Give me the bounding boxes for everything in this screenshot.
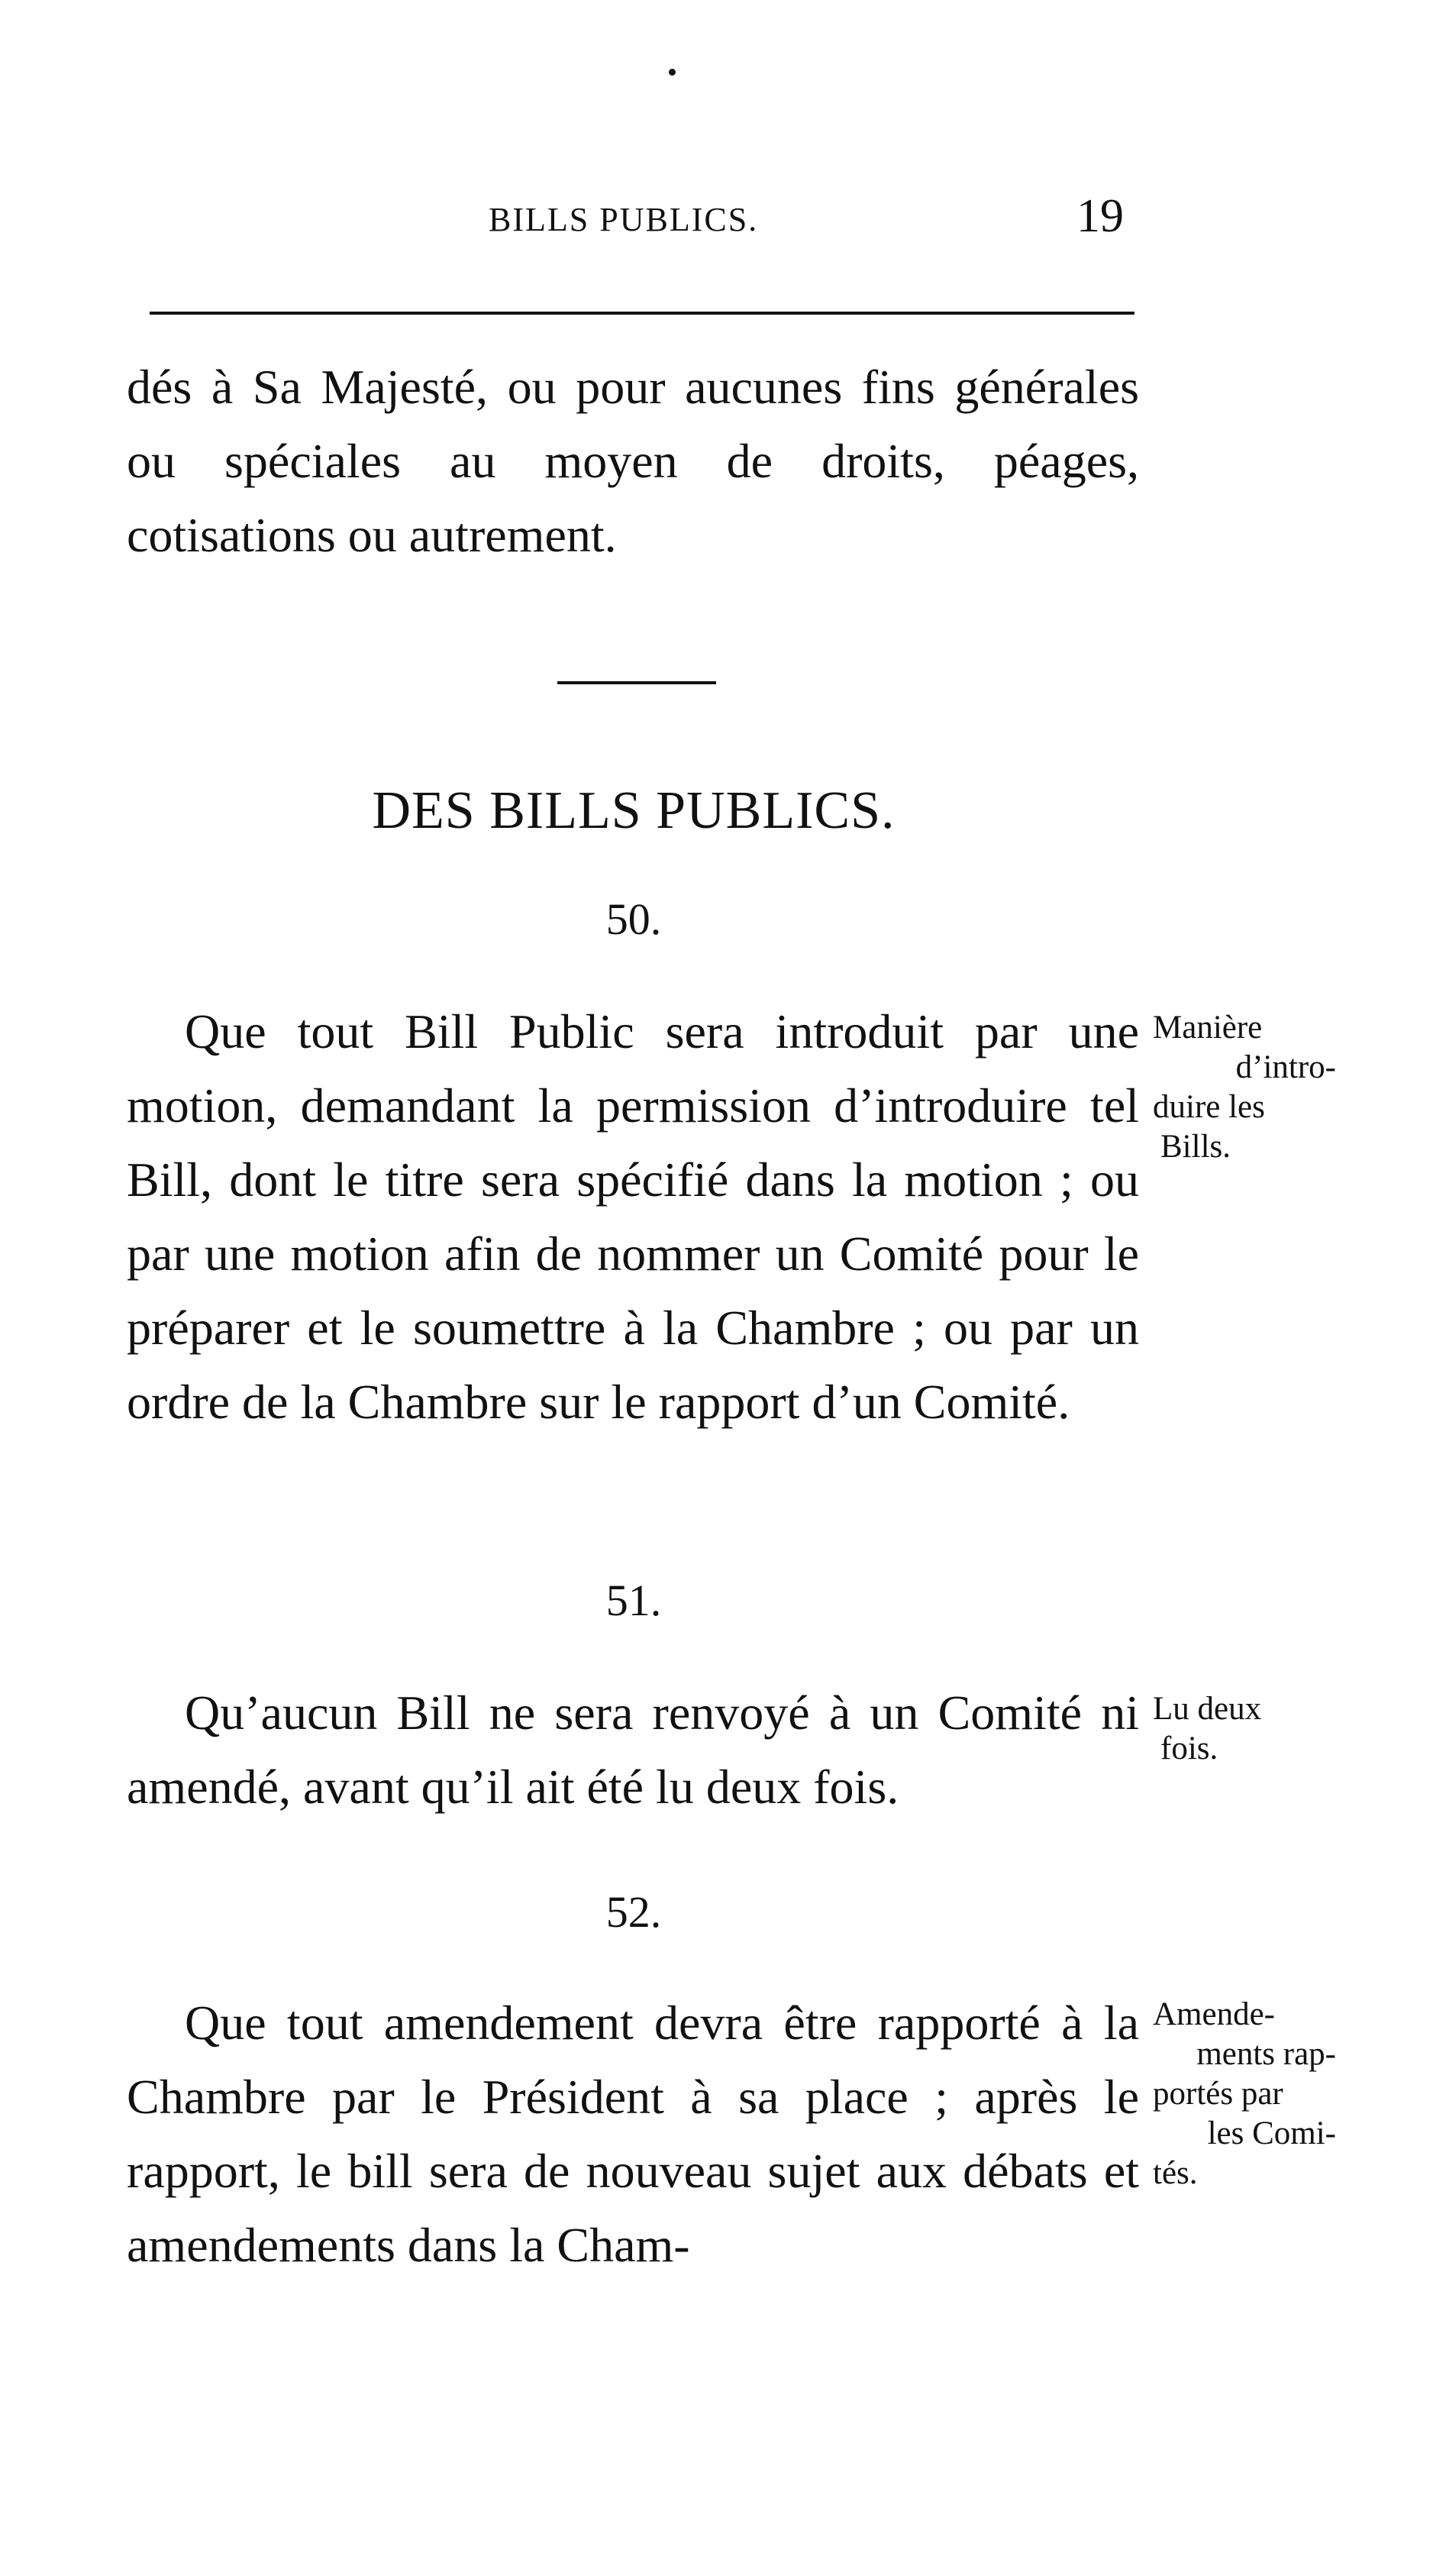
intro-text: dés à Sa Majesté, ou pour aucunes fins générales ou spéciales au moyen de droits, péages, cotisations ou autrement.: [127, 360, 1139, 562]
rule-number-51: 51.: [605, 1576, 662, 1625]
margin-note-line: les Comi-: [1207, 2115, 1336, 2151]
margin-note-line: portés par: [1153, 2076, 1283, 2112]
rule-51-text: Qu’aucun Bill ne sera renvoyé à un Comité ni amendé, avant qu’il ait été lu deux fois.: [127, 1686, 1139, 1814]
section-title: DES BILLS PUBLICS.: [372, 781, 896, 840]
margin-note-line: duire les: [1153, 1089, 1265, 1125]
rule-52-text: Que tout amendement devra être rapporté à la Chambre par le Président à sa place ; après le rapport, le bill sera de nouveau sujet aux débats et amendements dans la Cham-: [127, 1996, 1139, 2272]
running-head: BILLS PUBLICS.: [489, 201, 759, 238]
margin-note-line: Bills.: [1160, 1129, 1231, 1165]
rule-50-text: Que tout Bill Public sera introduit par une motion, demandant la permission d’introduire tel Bill, dont le titre sera spécifié dans la motion ; ou par une motion afin de nommer un Comité pour le préparer et le soumettre à la Chambre ; ou par un ordre de la Chambre sur le rapport d’un Comité.: [127, 1004, 1139, 1429]
page-number: 19: [1076, 190, 1124, 242]
margin-note-line: ments rap-: [1196, 2036, 1336, 2072]
page-speck: [669, 69, 676, 76]
header-rule: [150, 312, 1134, 315]
rule-50-paragraph: [127, 994, 1139, 1439]
margin-note-50: [1153, 1008, 1336, 1167]
margin-note-51: [1153, 1689, 1336, 1769]
margin-note-line: Manière: [1153, 1010, 1263, 1046]
rule-number-52: 52.: [605, 1887, 662, 1937]
margin-note-line: Amende-: [1153, 1996, 1275, 2032]
intro-paragraph: [127, 350, 1139, 572]
margin-note-52: [1153, 1995, 1336, 2193]
section-divider: [557, 681, 716, 684]
rule-52-paragraph: [127, 1986, 1139, 2282]
margin-note-line: fois.: [1160, 1731, 1218, 1766]
margin-note-line: d’intro-: [1235, 1049, 1336, 1085]
rule-51-paragraph: [127, 1676, 1139, 1824]
margin-note-line: Lu deux: [1153, 1691, 1262, 1727]
rule-number-50: 50.: [605, 894, 662, 944]
margin-note-line: tés.: [1153, 2155, 1198, 2191]
